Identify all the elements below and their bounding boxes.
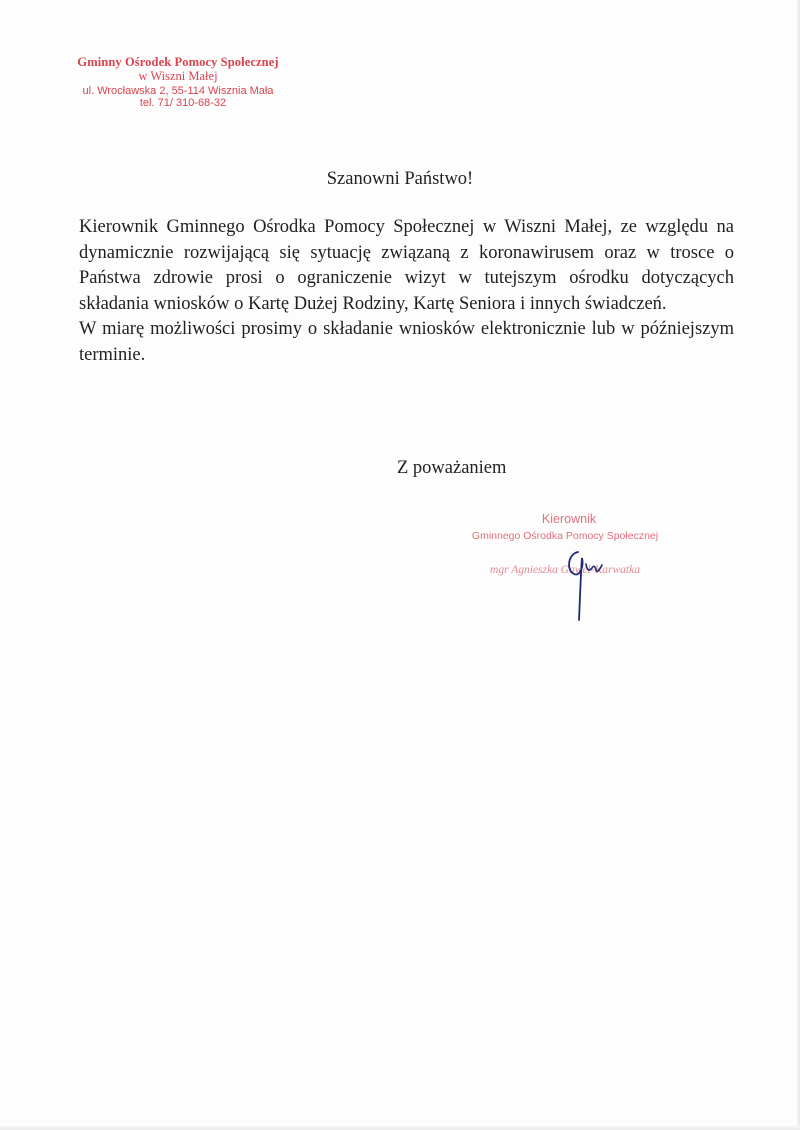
letter-greeting: Szanowni Państwo!: [326, 169, 474, 189]
stamp-address: ul. Wrocławska 2, 55-114 Wisznia Mała: [82, 84, 274, 97]
signature-name: mgr Agnieszka Gawel-Karwatka: [490, 564, 640, 576]
stamp-phone: tel. 71/ 310-68-32: [139, 97, 227, 110]
letter-paragraph-2: W miarę możliwości prosimy o składanie wniosków elektronicznie lub w późniejszym terminie.: [79, 319, 734, 365]
stamp-office-location: w Wiszni Małej: [138, 69, 218, 84]
handwritten-signature: [558, 548, 608, 628]
signature-title: Kierownik: [541, 512, 597, 526]
stamp-office-name: Gminny Ośrodek Pomocy Społecznej: [77, 55, 279, 69]
letter-closing: Z poważaniem: [397, 458, 507, 478]
letter-paragraph-1: Kierownik Gminnego Ośrodka Pomocy Społecznej w Wiszni Małej, ze względu na dynamicznie rozwijającą się sytuację związaną z koronawirusem oraz w trosce o Państwa zdrowie prosi o ograniczenie wizyt w tutejszym ośrodku dotyczących składania wniosków o Kartę Dużej Rodziny, Kartę Seniora i innych świadczeń.: [79, 217, 734, 314]
letter-body: [79, 215, 734, 369]
signature-organization: Gminnego Ośrodka Pomocy Społecznej: [471, 530, 659, 542]
office-letterhead-stamp: [58, 55, 298, 110]
page-edge-bottom: [0, 1126, 800, 1130]
